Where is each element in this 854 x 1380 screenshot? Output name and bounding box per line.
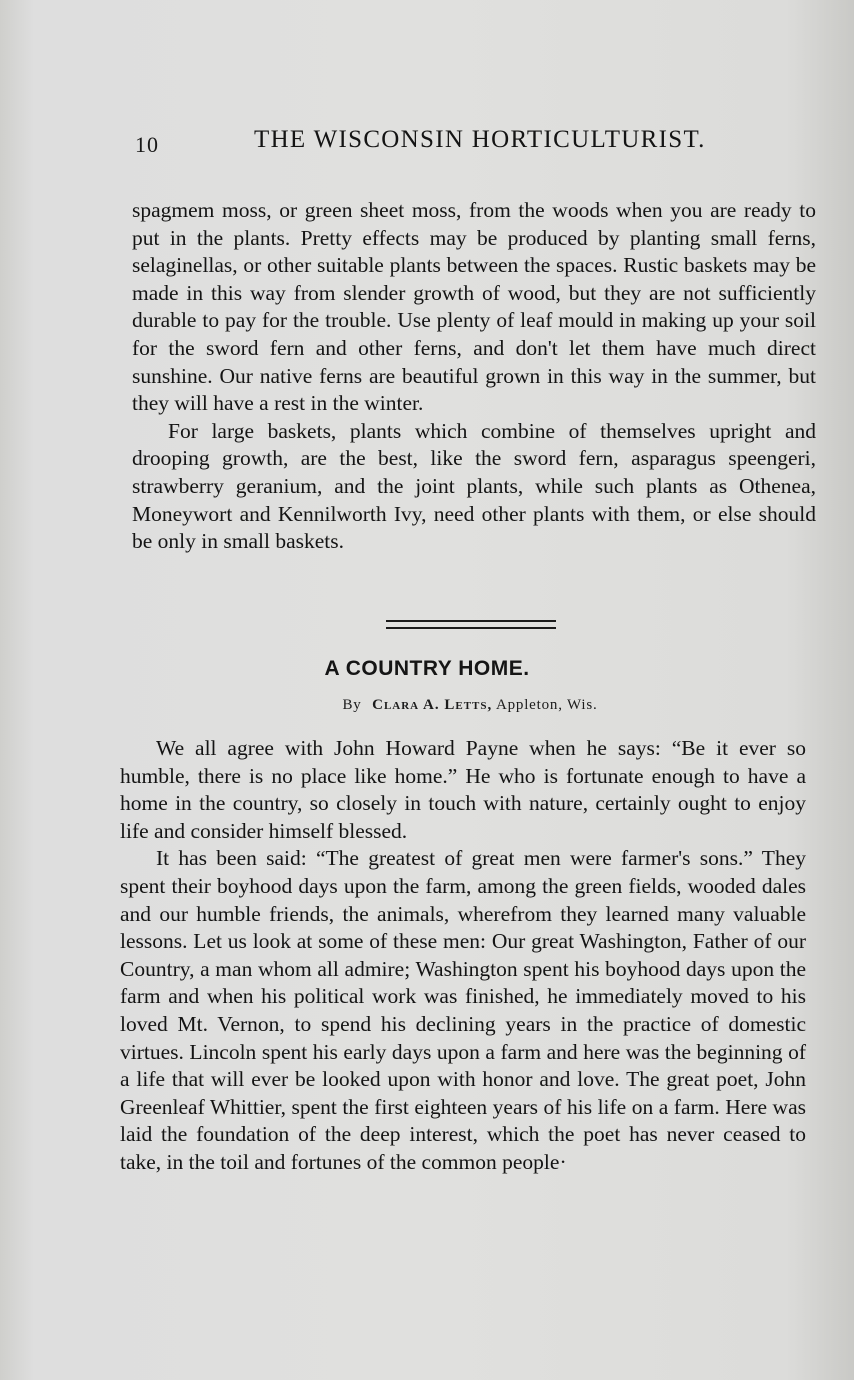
page-number: 10 [135, 132, 159, 157]
section-divider [386, 619, 556, 631]
running-header [0, 124, 854, 160]
byline-location: Appleton, Wis. [495, 697, 598, 713]
article-byline [0, 697, 854, 714]
divider-rule [386, 620, 556, 622]
paragraph: It has been said: “The greatest of great men were farmer's sons.” They spent their boyhood days upon the farm, among the green fields, wooded dales and our humble friends, the animals, wherefrom they learned many valuable lessons. Let us look at some of these men: Our great Washington, Father of our Country, a man whom all admire; Washington spent his boyhood days upon the farm and when his political work was finished, he immediately moved to his loved Mt. Vernon, to spend his declining years in the practice of domestic virtues. Lincoln spent his early days upon a farm and here was the beginning of a life that will ever be looked upon with honor and love. The great poet, John Greenleaf Whittier, spent the first eighteen years of his life on a farm. Here was laid the foundation of the deep interest, which the poet has never ceased to take, in the toil and fortunes of the common people· [120, 846, 806, 1174]
byline-author: Clara A. Letts, [372, 697, 493, 713]
running-title: THE WISCONSIN HORTICULTURIST. [254, 126, 706, 153]
byline-prefix: By [342, 697, 362, 713]
article-title: A COUNTRY HOME. [324, 657, 530, 680]
article-body [120, 735, 806, 1177]
paragraph: spagmem moss, or green sheet moss, from the woods when you are ready to put in the plants. Pretty effects may be produced by planting small ferns, selaginellas, or other suitable plants between the spaces. Rustic baskets may be made in this way from slender growth of wood, but they are not sufficiently durable to pay for the trouble. Use plenty of leaf mould in making up your soil for the sword fern and other ferns, and don't let them have much direct sunshine. Our native ferns are beautiful grown in this way in the summer, but they will have a rest in the winter. [132, 198, 816, 416]
previous-article-continuation [132, 197, 816, 556]
divider-rule [386, 627, 556, 629]
paragraph: For large baskets, plants which combine of themselves upright and drooping growth, are the best, like the sword fern, asparagus speengeri, strawberry geranium, and the joint plants, while such plants as Othenea, Moneywort and Kennilworth Ivy, need other plants with them, or else should be only in small baskets. [132, 418, 816, 554]
paragraph: We all agree with John Howard Payne when he says: “Be it ever so humble, there is no place like home.” He who is fortunate enough to have a home in the country, so closely in touch with nature, certainly ought to enjoy life and consider himself blessed. [120, 736, 806, 843]
